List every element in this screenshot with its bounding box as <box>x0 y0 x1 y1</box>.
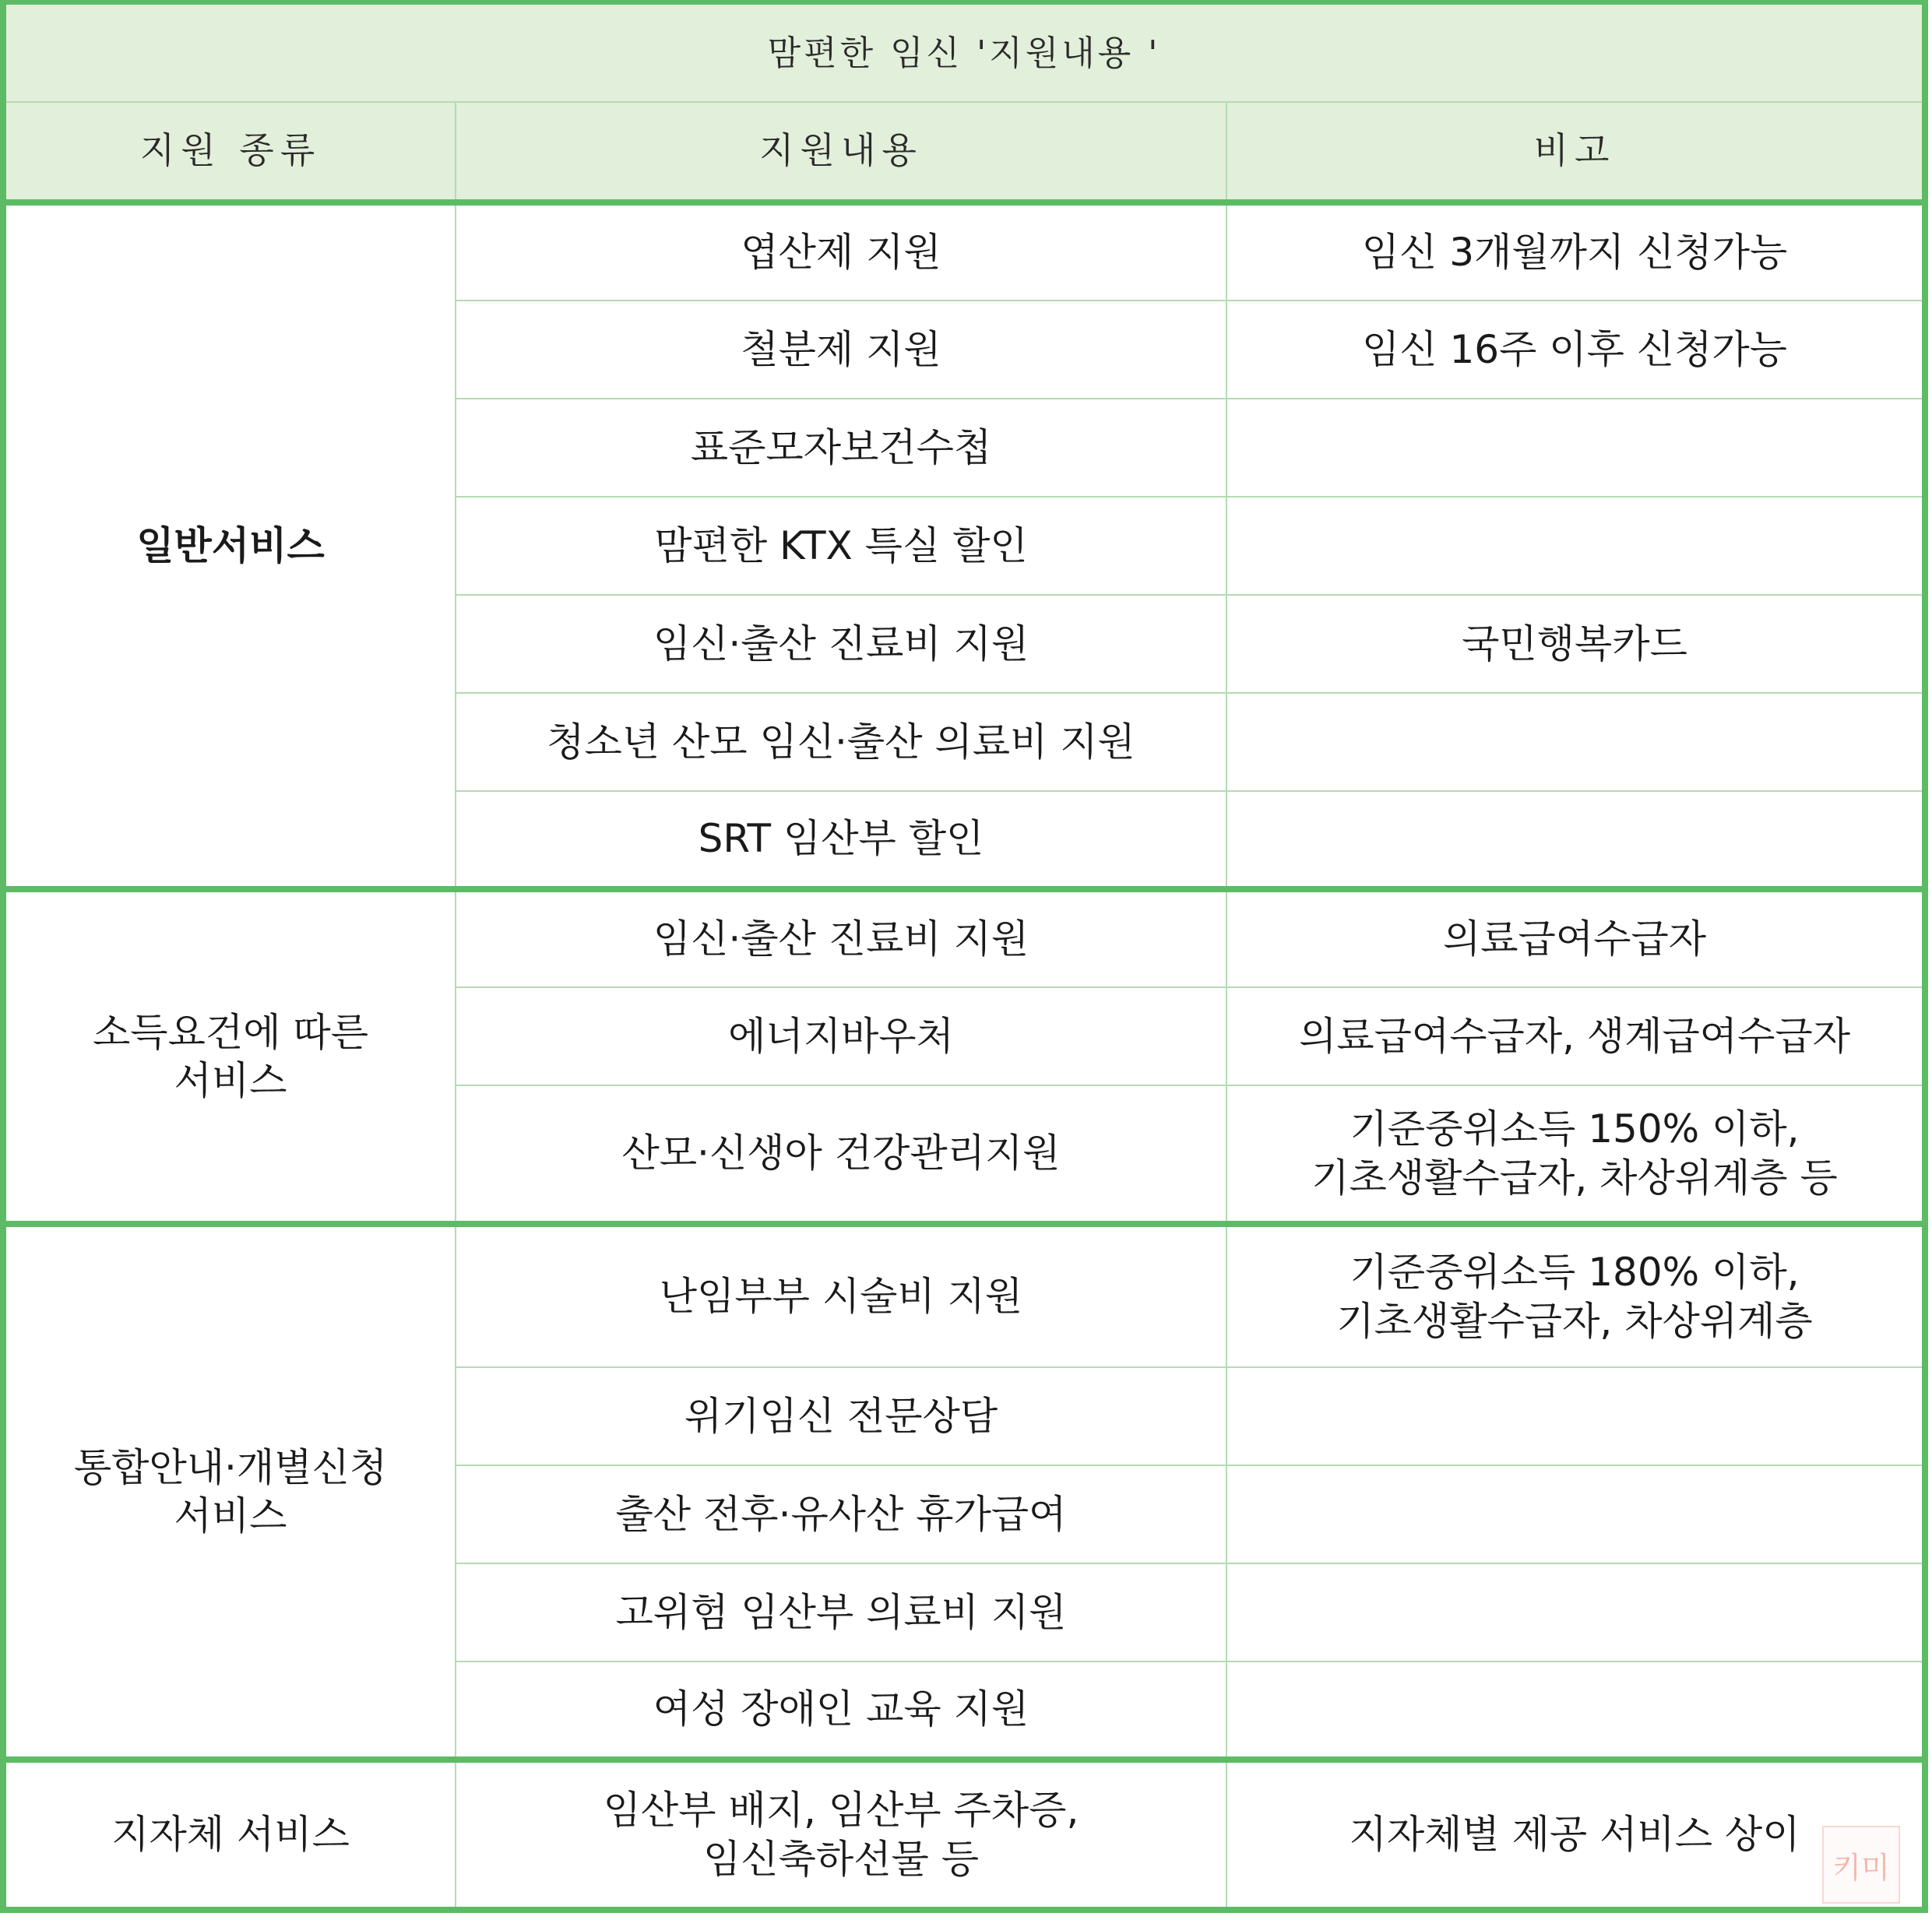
table-title: 맘편한 임신 '지원내용 ' <box>5 4 1923 102</box>
note-cell: 국민행복카드 <box>1226 595 1923 693</box>
table-row <box>5 1760 1923 1908</box>
content-cell: 엽산제 지원 <box>456 202 1226 301</box>
category-local: 지자체 서비스 <box>5 1760 456 1908</box>
content-cell: 위기임신 전문상담 <box>456 1367 1226 1465</box>
content-cell: 표준모자보건수첩 <box>456 399 1226 497</box>
note-cell: 의료급여수급자 <box>1226 889 1923 987</box>
table-row <box>5 202 1923 301</box>
note-cell: 기준중위소득 150% 이하, 기초생활수급자, 차상위계층 등 <box>1226 1085 1923 1224</box>
content-cell: 청소년 산모 임신·출산 의료비 지원 <box>456 693 1226 791</box>
content-cell: 난임부부 시술비 지원 <box>456 1224 1226 1367</box>
content-cell: 산모·신생아 건강관리지원 <box>456 1085 1226 1224</box>
note-cell <box>1226 693 1923 791</box>
note-cell: 임신 3개월까지 신청가능 <box>1226 202 1923 301</box>
category-integrated: 통합안내·개별신청 서비스 <box>5 1224 456 1760</box>
category-income: 소득요건에 따른 서비스 <box>5 889 456 1224</box>
note-cell <box>1226 497 1923 595</box>
category-general: 일반서비스 <box>5 202 456 889</box>
content-cell: 고위험 임산부 의료비 지원 <box>456 1563 1226 1662</box>
note-cell: 임신 16주 이후 신청가능 <box>1226 301 1923 399</box>
content-cell: 맘편한 KTX 특실 할인 <box>456 497 1226 595</box>
content-cell: 임산부 배지, 임산부 주차증, 임신축하선물 등 <box>456 1760 1226 1908</box>
support-table <box>5 3 1923 1908</box>
header-type: 지원 종류 <box>5 102 456 202</box>
note-cell <box>1226 1563 1923 1662</box>
header-note: 비고 <box>1226 102 1923 202</box>
note-cell <box>1226 1465 1923 1563</box>
content-cell: 임신·출산 진료비 지원 <box>456 595 1226 693</box>
note-cell: 지자체별 제공 서비스 상이 <box>1226 1760 1923 1908</box>
table-row <box>5 889 1923 987</box>
content-cell: SRT 임산부 할인 <box>456 791 1226 889</box>
watermark-stamp: 키미 <box>1822 1826 1900 1904</box>
note-cell <box>1226 791 1923 889</box>
content-cell: 여성 장애인 교육 지원 <box>456 1662 1226 1760</box>
note-cell: 의료급여수급자, 생계급여수급자 <box>1226 987 1923 1085</box>
table-row <box>5 1224 1923 1367</box>
note-cell: 기준중위소득 180% 이하, 기초생활수급자, 차상위계층 <box>1226 1224 1923 1367</box>
header-content: 지원내용 <box>456 102 1226 202</box>
content-cell: 출산 전후·유사산 휴가급여 <box>456 1465 1226 1563</box>
note-cell <box>1226 1662 1923 1760</box>
content-cell: 에너지바우처 <box>456 987 1226 1085</box>
content-cell: 철분제 지원 <box>456 301 1226 399</box>
note-cell <box>1226 399 1923 497</box>
note-cell <box>1226 1367 1923 1465</box>
content-cell: 임신·출산 진료비 지원 <box>456 889 1226 987</box>
